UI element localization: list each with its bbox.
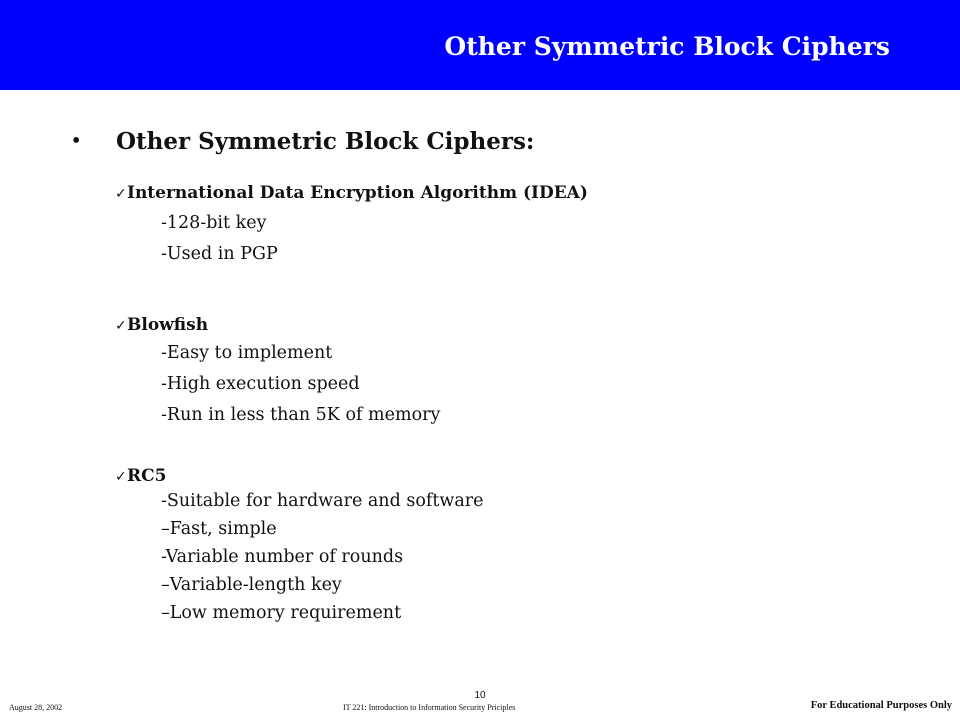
checkmark-icon: ✓	[115, 469, 127, 485]
list-item: -Variable number of rounds	[161, 547, 404, 567]
checkmark-icon: ✓	[115, 186, 127, 202]
section-title-idea: International Data Encryption Algorithm (IDEA)	[127, 183, 588, 203]
footer-notice: For Educational Purposes Only	[810, 700, 952, 711]
list-item: -Run in less than 5K of memory	[161, 405, 441, 425]
section-blowfish	[115, 315, 208, 336]
list-item: -High execution speed	[161, 374, 360, 394]
section-title-blowfish: Blowfish	[127, 315, 209, 335]
page-number: 10	[474, 690, 486, 701]
footer-course: IT 221: Introduction to Information Security Priciples	[343, 703, 516, 712]
section-rc5	[115, 466, 167, 487]
list-item: -Easy to implement	[161, 343, 333, 363]
slide-title: Other Symmetric Block Ciphers	[444, 32, 890, 61]
checkmark-icon: ✓	[115, 318, 127, 334]
section-idea	[115, 183, 588, 204]
list-item: -Used in PGP	[161, 244, 278, 264]
list-item: –Fast, simple	[161, 519, 277, 539]
list-item: -Suitable for hardware and software	[161, 491, 484, 511]
bullet-icon: •	[72, 128, 81, 154]
list-item: –Low memory requirement	[161, 603, 402, 623]
main-heading: Other Symmetric Block Ciphers:	[116, 128, 535, 155]
list-item: –Variable-length key	[161, 575, 342, 595]
footer-date: August 28, 2002	[9, 703, 63, 712]
list-item: -128-bit key	[161, 213, 267, 233]
header-bar	[0, 0, 960, 90]
section-title-rc5: RC5	[127, 466, 167, 486]
